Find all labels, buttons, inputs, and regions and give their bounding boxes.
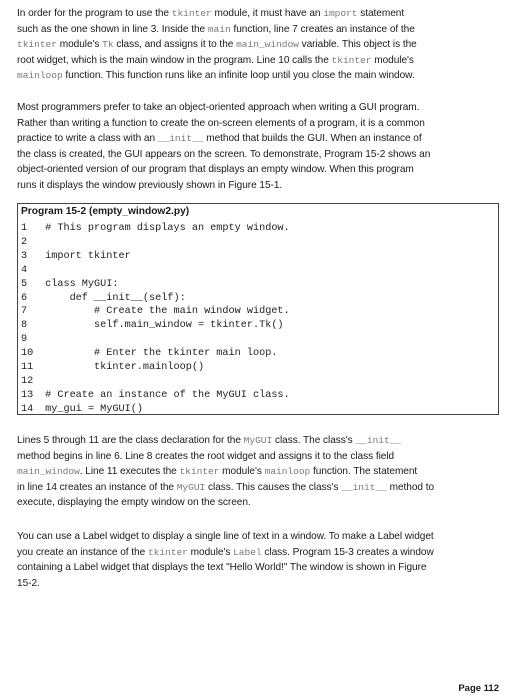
text: Lines 5 through 11 are the class declaration for the	[17, 435, 244, 446]
code-line	[21, 319, 284, 332]
text: variable. This object is the	[298, 39, 417, 51]
line-number: 9	[21, 334, 28, 346]
paragraph-label-widget	[17, 529, 499, 591]
line-number: 4	[21, 264, 28, 276]
program-title: Program 15-2 (empty_window2.py)	[21, 206, 190, 217]
code-line	[21, 347, 277, 360]
code-line	[21, 305, 290, 318]
inline-code: import	[323, 8, 358, 19]
text-line: method begins in line 6. Line 8 creates the root widget and assigns it to the class field	[17, 450, 395, 462]
line-number: 13	[21, 389, 34, 401]
code-text: # Create an instance of the MyGUI class.	[39, 389, 290, 401]
text: you create an instance of the	[17, 546, 148, 558]
code-line	[21, 250, 131, 263]
code-text: class MyGUI:	[39, 278, 119, 290]
text: function. This function runs like an infinite loop until you close the main window.	[62, 70, 415, 82]
text: root widget, which is the main window in the program. Line 10 calls the	[17, 54, 332, 66]
inline-code: tkinter	[179, 466, 220, 478]
text: practice to write a class with an	[17, 133, 158, 145]
text: class. The class's	[272, 435, 356, 446]
text-line: object-oriented version of our program that displays an empty window. When this program	[17, 164, 414, 176]
inline-code: main	[207, 23, 231, 35]
text: function. The statement	[310, 466, 418, 478]
text: module's	[219, 466, 265, 478]
text: method that builds the GUI. When an instance of	[203, 133, 422, 145]
inline-code: MyGUI	[176, 481, 206, 493]
line-number: 7	[21, 306, 28, 318]
line-number: 11	[21, 362, 34, 373]
text: . Line 11 executes the	[79, 466, 180, 478]
code-line	[21, 403, 143, 416]
text-line: containing a Label widget that displays the text "Hello World!" The window is shown in Figure	[17, 562, 427, 574]
inline-code: Tk	[102, 39, 114, 51]
program-listing	[17, 203, 499, 415]
paragraph-explanation	[17, 433, 499, 511]
code-line	[21, 333, 39, 346]
text: statement	[357, 8, 405, 19]
inline-code: Label	[233, 546, 262, 558]
inline-code: tkinter	[331, 54, 372, 66]
code-line	[21, 292, 186, 305]
code-text: my_gui = MyGUI()	[39, 403, 143, 415]
inline-code: tkinter	[147, 546, 188, 558]
page-number: Page 112	[458, 683, 499, 694]
code-text: import tkinter	[39, 250, 131, 262]
code-text: self.main_window = tkinter.Tk()	[39, 320, 284, 332]
code-line	[21, 264, 39, 277]
paragraph-intro	[17, 6, 499, 84]
text: class. This causes the class's	[205, 481, 342, 493]
inline-code: tkinter	[171, 8, 212, 19]
inline-code: MyGUI	[243, 435, 273, 446]
line-number: 1	[21, 223, 28, 234]
code-text: # This program displays an empty window.	[39, 223, 290, 234]
code-line	[21, 236, 39, 249]
text: function, line 7 creates an instance of the	[230, 23, 415, 35]
inline-code: __init__	[341, 481, 387, 493]
text-line: Most programmers prefer to take an object-oriented approach when writing a GUI program.	[17, 102, 420, 113]
line-number: 5	[21, 278, 28, 290]
text: module, it must have an	[211, 8, 324, 19]
code-text: # Enter the tkinter main loop.	[39, 348, 278, 360]
text: in line 14 creates an instance of the	[17, 481, 177, 493]
line-number: 2	[21, 236, 28, 248]
text: module's	[371, 54, 414, 66]
code-line	[21, 361, 204, 374]
text-line: the class is created, the GUI appears on the screen. To demonstrate, Program 15-2 shows an	[17, 148, 431, 160]
inline-code: mainloop	[17, 70, 63, 82]
text: module's	[56, 39, 103, 51]
line-number: 14	[21, 403, 34, 415]
text-line: execute, displaying the empty window on the screen.	[17, 497, 251, 509]
text: class. Program 15-3 creates a window	[261, 546, 434, 558]
text-line: You can use a Label widget to display a single line of text in a window. To make a Label widget	[17, 531, 434, 542]
code-text: tkinter.mainloop()	[39, 362, 205, 373]
text: method to	[386, 481, 435, 493]
code-line	[21, 375, 39, 388]
text: class, and assigns it to the	[113, 39, 237, 51]
code-text: def __init__(self):	[39, 292, 186, 304]
line-number: 12	[21, 375, 34, 387]
code-text: # Create the main window widget.	[39, 306, 290, 318]
inline-code: main_window	[236, 39, 299, 51]
inline-code: tkinter	[17, 39, 57, 51]
text-line: 15-2.	[17, 577, 40, 589]
inline-code: mainloop	[264, 466, 311, 478]
text-line: Rather than writing a function to create the on-screen elements of a program, it is a common	[17, 117, 425, 129]
code-line	[21, 278, 118, 291]
line-number: 8	[21, 320, 28, 332]
line-number: 3	[21, 250, 28, 262]
inline-code: __init__	[157, 133, 204, 145]
text: In order for the program to use the	[17, 8, 172, 19]
inline-code: main_window	[17, 466, 80, 478]
text: such as the one shown in line 3. Inside the	[17, 23, 208, 35]
code-line	[21, 389, 290, 402]
paragraph-oop	[17, 100, 499, 194]
text: module's	[187, 546, 234, 558]
code-line	[21, 222, 290, 235]
line-number: 10	[21, 348, 34, 360]
inline-code: __init__	[355, 435, 402, 446]
text-line: runs it displays the window previously shown in Figure 15-1.	[17, 179, 283, 191]
line-number: 6	[21, 292, 28, 304]
